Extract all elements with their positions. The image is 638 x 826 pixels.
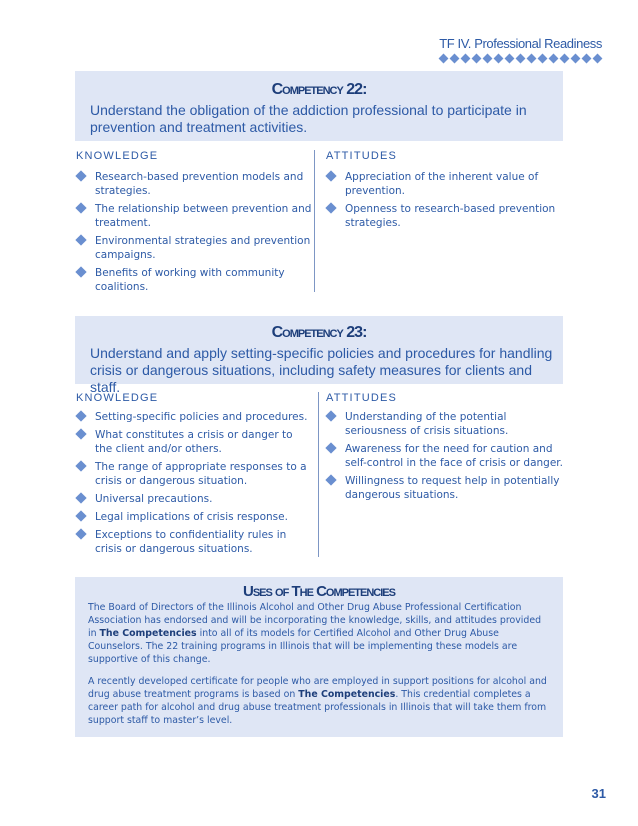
- diamond-bullet-icon: [75, 492, 86, 503]
- diamond-bullet-icon: [75, 460, 86, 471]
- diamond-bullet-icon: [75, 410, 86, 421]
- para-text: . This credential completes a career path for alcohol and drug abuse treatment professionals in Illinois that will take them from support staff to master’s level.: [88, 689, 547, 726]
- list-item: [326, 170, 562, 198]
- diamond-icon: [449, 54, 459, 64]
- knowledge-list: [76, 410, 312, 556]
- list-item-text: The relationship between prevention and treatment.: [95, 203, 312, 229]
- diamond-icon: [460, 54, 470, 64]
- diamond-icon: [581, 54, 591, 64]
- column-divider: [318, 392, 319, 557]
- list-item-text: Awareness for the need for caution and self-control in the face of crisis or danger.: [345, 443, 563, 469]
- knowledge-heading: KNOWLEDGE: [76, 150, 159, 162]
- diamond-bullet-icon: [75, 510, 86, 521]
- running-header: TF IV. Professional Readiness: [439, 36, 602, 51]
- diamond-bullet-icon: [75, 528, 86, 539]
- knowledge-list: [76, 170, 312, 294]
- diamond-icon: [515, 54, 525, 64]
- list-item: [76, 510, 312, 524]
- para-text: into all of its models for Certified Alcohol and Other Drug Abuse Counselors. The 22 training programs in Illinois that will be implementing these models are supportive of this change.: [88, 628, 518, 665]
- list-item-text: Understanding of the potential seriousness of crisis situations.: [345, 411, 509, 437]
- list-item-text: Research-based prevention models and strategies.: [95, 171, 304, 197]
- list-item: [76, 410, 312, 424]
- list-item-text: What constitutes a crisis or danger to the client and/or others.: [95, 429, 293, 455]
- list-item: [76, 460, 312, 488]
- uses-paragraph-1: [88, 601, 551, 666]
- diamond-bullet-icon: [75, 234, 86, 245]
- list-item-text: The range of appropriate responses to a crisis or dangerous situation.: [95, 461, 307, 487]
- uses-of-competencies-box: [75, 577, 563, 737]
- attitudes-list: [326, 170, 562, 230]
- diamond-bullet-icon: [325, 410, 336, 421]
- competency-22-box: [75, 71, 563, 141]
- list-item-text: Universal precautions.: [95, 493, 213, 505]
- competency-22-title: Competency 22:: [271, 81, 367, 98]
- diamond-icon: [504, 54, 514, 64]
- diamond-icon: [592, 54, 602, 64]
- para-emphasis: The Competencies: [298, 689, 396, 700]
- competency-22-description: Understand the obligation of the addiction professional to participate in prevention and treatment activities.: [90, 102, 527, 135]
- list-item: [76, 202, 312, 230]
- list-item-text: Environmental strategies and prevention campaigns.: [95, 235, 311, 261]
- diamond-icon: [548, 54, 558, 64]
- list-item: [76, 170, 312, 198]
- diamond-bullet-icon: [325, 442, 336, 453]
- list-item: [76, 234, 312, 262]
- diamond-icon: [471, 54, 481, 64]
- header-diamond-rule: [438, 55, 602, 62]
- diamond-icon: [526, 54, 536, 64]
- list-item-text: Legal implications of crisis response.: [95, 511, 288, 523]
- diamond-bullet-icon: [75, 266, 86, 277]
- list-item-text: Appreciation of the inherent value of prevention.: [345, 171, 539, 197]
- list-item: [76, 428, 312, 456]
- diamond-bullet-icon: [325, 170, 336, 181]
- list-item: [326, 202, 562, 230]
- uses-paragraph-2: [88, 675, 551, 727]
- diamond-bullet-icon: [75, 202, 86, 213]
- competency-23-title: Competency 23:: [271, 324, 367, 341]
- diamond-icon: [482, 54, 492, 64]
- competency-22-knowledge: [76, 150, 312, 298]
- para-text: A recently developed certificate for people who are employed in support positions for alcohol and drug abuse treatment programs is based on: [88, 676, 547, 700]
- attitudes-heading: ATTITUDES: [326, 392, 398, 404]
- diamond-bullet-icon: [325, 202, 336, 213]
- list-item: [326, 442, 566, 470]
- list-item-text: Openness to research-based prevention strategies.: [345, 203, 556, 229]
- para-text: The Board of Directors of the Illinois Alcohol and Other Drug Abuse Professional Certification Association has endorsed and will be incorporating the knowledge, skills, and attitudes provided in: [88, 602, 542, 639]
- diamond-icon: [493, 54, 503, 64]
- competency-23-knowledge: [76, 392, 312, 560]
- page-number: 31: [591, 786, 606, 801]
- list-item: [76, 266, 312, 294]
- diamond-icon: [559, 54, 569, 64]
- diamond-icon: [438, 54, 448, 64]
- competency-23-box: [75, 316, 563, 395]
- diamond-bullet-icon: [75, 428, 86, 439]
- competency-23-description: Understand and apply setting-specific policies and procedures for handling crisis or dangerous situations, including safety measures for clients and staff.: [90, 345, 553, 395]
- competency-22-attitudes: [326, 150, 562, 234]
- attitudes-heading: ATTITUDES: [326, 150, 398, 162]
- diamond-icon: [537, 54, 547, 64]
- list-item-text: Benefits of working with community coalitions.: [95, 267, 285, 293]
- attitudes-list: [326, 410, 566, 502]
- para-emphasis: The Competencies: [99, 628, 197, 639]
- list-item: [326, 410, 566, 438]
- column-divider: [314, 150, 315, 292]
- list-item: [326, 474, 566, 502]
- diamond-bullet-icon: [75, 170, 86, 181]
- list-item-text: Willingness to request help in potentially dangerous situations.: [345, 475, 560, 501]
- diamond-bullet-icon: [325, 474, 336, 485]
- list-item: [76, 492, 312, 506]
- diamond-icon: [570, 54, 580, 64]
- list-item-text: Setting-specific policies and procedures.: [95, 411, 308, 423]
- list-item: [76, 528, 312, 556]
- knowledge-heading: KNOWLEDGE: [76, 392, 159, 404]
- list-item-text: Exceptions to confidentiality rules in crisis or dangerous situations.: [95, 529, 287, 555]
- competency-23-attitudes: [326, 392, 566, 506]
- uses-title: Uses of The Competencies: [243, 583, 395, 600]
